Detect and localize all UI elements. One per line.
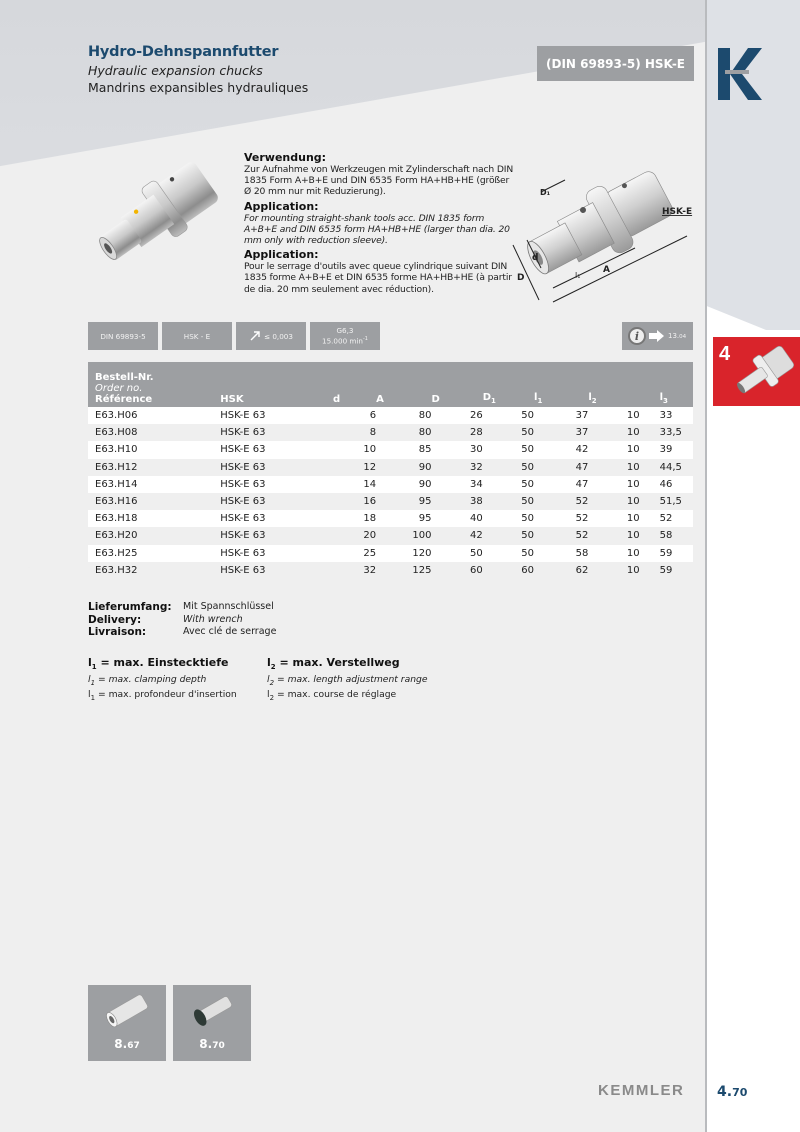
cell-l2: 10 [626, 547, 640, 559]
din-badge: (DIN 69893-5) HSK-E [537, 46, 694, 81]
brand-name: KEMMLER [598, 1082, 685, 1099]
table-row [88, 476, 693, 493]
technical-drawing [495, 150, 700, 315]
usage-text-de: Zur Aufnahme von Werkzeugen mit Zylinderschaft nach DIN 1835 Form A+B+E und DIN 6535 Form HA+HB+HE (größer Ø 20 mm nur mit Reduzierung). [244, 164, 514, 198]
cell-d: 20 [363, 530, 377, 542]
product-table [88, 362, 693, 579]
cell-A: 85 [418, 444, 432, 456]
table-row [88, 459, 693, 476]
cell-A: 90 [418, 478, 432, 490]
cell-l2: 10 [626, 427, 640, 439]
reduction-sleeve-icon [98, 991, 156, 1033]
table-row [88, 441, 693, 458]
product-photo [88, 150, 238, 270]
page-subtitle-fr: Mandrins expansibles hydrauliques [88, 80, 309, 95]
cell-l1: 37 [575, 427, 589, 439]
cell-l2: 10 [626, 496, 640, 508]
cell-D: 42 [470, 530, 483, 542]
usage-text-fr: Pour le serrage d'outils avec queue cylindrique suivant DIN 1835 forme A+B+E et DIN 6535 forme HA+HB+HE (à partir de dia. 20 mm seulement avec réduction). [244, 261, 512, 295]
usage-text-en: For mounting straight-shank tools acc. DIN 1835 form A+B+E and DIN 6535 form HA+HB+HE (larger than dia. 20 mm only with reduction sleeve). [244, 212, 510, 247]
cell-D: 32 [470, 461, 483, 473]
delivery-label-en: Delivery: [88, 613, 142, 626]
legend-l2-fr: $l_2 = \max$. course de réglage [267, 689, 397, 702]
cell-D1: 50 [521, 530, 534, 542]
kemmler-k-logo [718, 48, 762, 100]
table-row [88, 527, 693, 544]
cell-order-no: E63.H18 [95, 513, 138, 525]
info-reference-button[interactable] [622, 322, 693, 350]
table-row [88, 424, 693, 441]
chapter-tab[interactable] [713, 337, 800, 406]
cell-order-no: E63.H08 [95, 427, 138, 439]
table-row [88, 562, 693, 579]
col-l1: $l_1$ [534, 392, 543, 405]
cell-D: 30 [470, 444, 483, 456]
cell-l1: 52 [575, 496, 589, 508]
dim-label-D1: D₁ [540, 188, 551, 197]
cell-A: 80 [418, 410, 432, 422]
cell-D1: 50 [521, 496, 534, 508]
legend-l1-fr: $l_1 = \max$. profondeur d'insertion [88, 689, 237, 702]
adjustment-screw-icon [183, 991, 241, 1033]
cell-d: 32 [363, 564, 377, 576]
accessory-ref: 8.70 [199, 1037, 225, 1051]
cell-A: 125 [412, 564, 432, 576]
cell-A: 100 [412, 530, 432, 542]
delivery-value-en: With wrench [183, 613, 243, 625]
cell-order-no: E63.H25 [95, 547, 138, 559]
chip-din [88, 322, 158, 350]
cell-hsk: HSK-E 63 [220, 496, 266, 508]
page-title: Hydro-Dehnspannfutter [88, 44, 279, 60]
chip-speed-text: 15.000 min [322, 336, 363, 346]
cell-d: 6 [369, 410, 377, 422]
cell-order-no: E63.H10 [95, 444, 138, 456]
cell-D: 50 [470, 547, 483, 559]
cell-hsk: HSK-E 63 [220, 410, 266, 422]
cell-l1: 37 [575, 410, 589, 422]
cell-l3: 51,5 [659, 496, 682, 508]
info-reference: 13.04 [668, 332, 687, 340]
spec-chips [88, 322, 380, 351]
cell-d: 12 [363, 461, 377, 473]
col-order-no: Bestell-Nr. Order no. Référence [95, 372, 154, 405]
cell-l3: 39 [659, 444, 673, 456]
dim-label-l1: l₁ [575, 271, 581, 280]
cell-l3: 44,5 [659, 461, 682, 473]
arrow-right-icon [649, 330, 665, 342]
cell-l2: 10 [626, 410, 640, 422]
cell-D: 60 [470, 564, 483, 576]
cell-D: 26 [470, 410, 483, 422]
cell-hsk: HSK-E 63 [220, 444, 266, 456]
cell-l1: 52 [575, 513, 589, 525]
cell-A: 80 [418, 427, 432, 439]
cell-hsk: HSK-E 63 [220, 547, 266, 559]
legend-l1-en: $l_1 = \max$. clamping depth [88, 674, 207, 688]
col-l2: $l_2$ [588, 392, 597, 405]
legend-l2-en: $l_2 = \max$. length adjustment range [267, 674, 428, 688]
cell-A: 90 [418, 461, 432, 473]
cell-l1: 47 [575, 461, 589, 473]
cell-d: 18 [363, 513, 377, 525]
cell-l2: 10 [626, 478, 640, 490]
col-l3: $l_3$ [659, 392, 668, 405]
info-icon: i [628, 327, 646, 345]
cell-D1: 50 [521, 478, 534, 490]
runout-arrow-icon [249, 330, 261, 342]
usage-heading-fr: Application: [244, 248, 319, 262]
cell-d: 14 [363, 478, 377, 490]
cell-l1: 52 [575, 530, 589, 542]
cell-D: 28 [470, 427, 483, 439]
accessory-ref: 8.67 [114, 1037, 140, 1051]
table-row [88, 510, 693, 527]
page-number: 4.70 [717, 1084, 748, 1100]
cell-l2: 10 [626, 564, 640, 576]
cell-order-no: E63.H06 [95, 410, 138, 422]
chip-speed-exponent: -1 [363, 336, 368, 343]
application-description [244, 151, 514, 297]
cell-D1: 50 [521, 444, 534, 456]
chip-balance [310, 322, 380, 350]
col-d: d [333, 394, 341, 405]
cell-l3: 46 [659, 478, 673, 490]
delivery-label-de: Lieferumfang: [88, 601, 172, 613]
cell-hsk: HSK-E 63 [220, 564, 266, 576]
cell-A: 95 [418, 496, 432, 508]
accessory-adjustment-screw[interactable] [173, 985, 251, 1061]
cell-D1: 50 [521, 461, 534, 473]
cell-order-no: E63.H20 [95, 530, 138, 542]
table-row [88, 493, 693, 510]
chip-hsk-text: HSK - E [183, 331, 211, 341]
chip-runout [236, 322, 306, 350]
chip-din-text: DIN 69893-5 [100, 331, 146, 341]
legend-l1-de: $l_1 = \max$. Einstecktiefe [88, 656, 229, 672]
cell-hsk: HSK-E 63 [220, 427, 266, 439]
delivery-label-fr: Livraison: [88, 626, 147, 638]
cell-l3: 59 [659, 547, 673, 559]
dim-label-D: D [517, 273, 525, 283]
cell-d: 8 [369, 427, 377, 439]
col-D: D [431, 394, 440, 405]
cell-D1: 50 [521, 427, 534, 439]
dimension-legend [88, 656, 467, 704]
cell-l1: 47 [575, 478, 589, 490]
cell-D: 34 [470, 478, 483, 490]
dim-label-d: d [532, 253, 539, 263]
cell-D1: 60 [521, 564, 534, 576]
cell-hsk: HSK-E 63 [220, 478, 266, 490]
page-subtitle-en: Hydraulic expansion chucks [88, 63, 263, 78]
col-D1: $D_1$ [482, 392, 496, 405]
cell-order-no: E63.H12 [95, 461, 138, 473]
cell-l2: 10 [626, 513, 640, 525]
cell-l1: 42 [575, 444, 589, 456]
cell-l1: 62 [575, 564, 589, 576]
accessory-reduction-sleeve[interactable] [88, 985, 166, 1061]
col-A: A [376, 394, 384, 405]
cell-A: 95 [418, 513, 432, 525]
dim-label-hsk: HSK-E [662, 207, 693, 217]
cell-hsk: HSK-E 63 [220, 530, 266, 542]
cell-l1: 58 [575, 547, 589, 559]
cell-order-no: E63.H16 [95, 496, 138, 508]
cell-D: 40 [470, 513, 483, 525]
cell-hsk: HSK-E 63 [220, 461, 266, 473]
chip-balance-text: G6,3 [336, 326, 354, 336]
cell-D: 38 [470, 496, 483, 508]
cell-l3: 52 [659, 513, 673, 525]
cell-D1: 50 [521, 513, 534, 525]
table-row [88, 407, 693, 424]
cell-hsk: HSK-E 63 [220, 513, 266, 525]
cell-D1: 50 [521, 410, 534, 422]
chapter-number: 4 [719, 343, 731, 365]
cell-d: 25 [363, 547, 377, 559]
table-header-row [88, 362, 693, 407]
cell-l2: 10 [626, 444, 640, 456]
cell-order-no: E63.H14 [95, 478, 138, 490]
chapter-sidebar [707, 0, 800, 1132]
cell-d: 16 [363, 496, 377, 508]
delivery-value-de: Mit Spannschlüssel [183, 601, 274, 612]
cell-l3: 33,5 [659, 427, 682, 439]
dim-label-A: A [603, 265, 610, 275]
delivery-value-fr: Avec clé de serrage [183, 626, 277, 637]
cell-l2: 10 [626, 461, 640, 473]
col-hsk: HSK [220, 394, 244, 405]
cell-d: 10 [363, 444, 377, 456]
cell-order-no: E63.H32 [95, 564, 138, 576]
chip-hsk [162, 322, 232, 350]
usage-heading-de: Verwendung: [244, 151, 327, 164]
chuck-thumbnail-icon [731, 343, 797, 401]
table-row [88, 545, 693, 562]
legend-l2-de: $l_2 = \max$. Verstellweg [267, 656, 400, 672]
cell-D1: 50 [521, 547, 534, 559]
cell-l3: 58 [659, 530, 673, 542]
chip-runout-text: ≤ 0,003 [264, 331, 293, 341]
usage-heading-en: Application: [244, 199, 319, 213]
delivery-info [88, 601, 276, 639]
cell-A: 120 [412, 547, 432, 559]
cell-l3: 59 [659, 564, 673, 576]
cell-l2: 10 [626, 530, 640, 542]
cell-l3: 33 [659, 410, 673, 422]
